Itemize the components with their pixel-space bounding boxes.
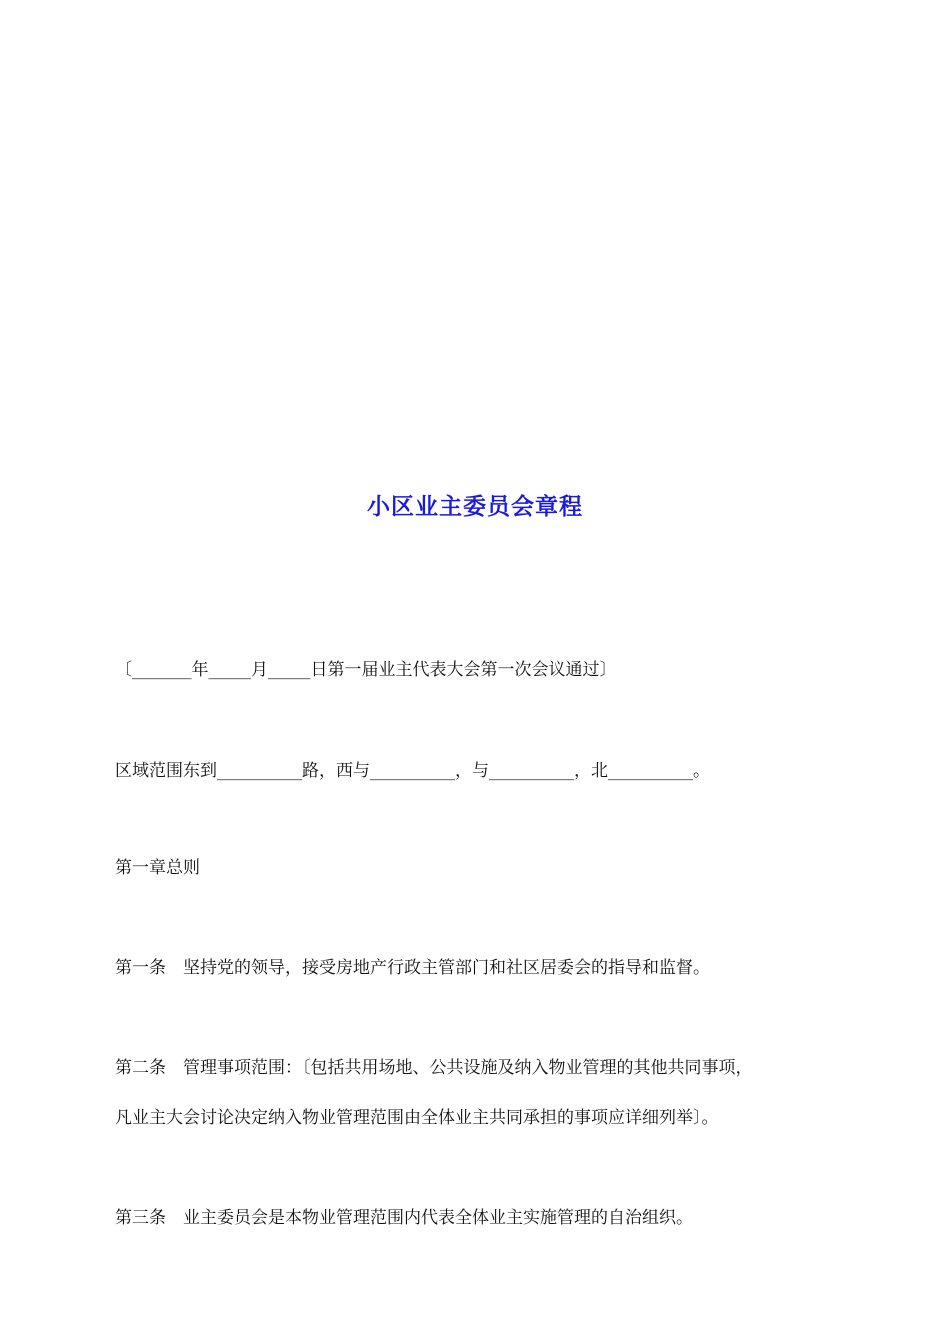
article-3: 第三条 业主委员会是本物业管理范围内代表全体业主实施管理的自治组织。 bbox=[115, 1208, 693, 1228]
adoption-note: 〔_______年_____月_____日第一届业主代表大会第一次会议通过〕 bbox=[115, 660, 617, 680]
article-1: 第一条 坚持党的领导，接受房地产行政主管部门和社区居委会的指导和监督。 bbox=[115, 958, 710, 978]
chapter-heading: 第一章总则 bbox=[115, 858, 200, 878]
area-scope: 区域范围东到__________路，西与__________，与__________，北__________。 bbox=[115, 761, 710, 781]
document-title: 小区业主委员会章程 bbox=[367, 493, 583, 520]
article-2-line-2: 凡业主大会讨论决定纳入物业管理范围由全体业主共同承担的事项应详细列举〕。 bbox=[115, 1108, 719, 1128]
article-2-line-1: 第二条 管理事项范围：〔包括共用场地、公共设施及纳入物业管理的其他共同事项， bbox=[115, 1058, 753, 1078]
